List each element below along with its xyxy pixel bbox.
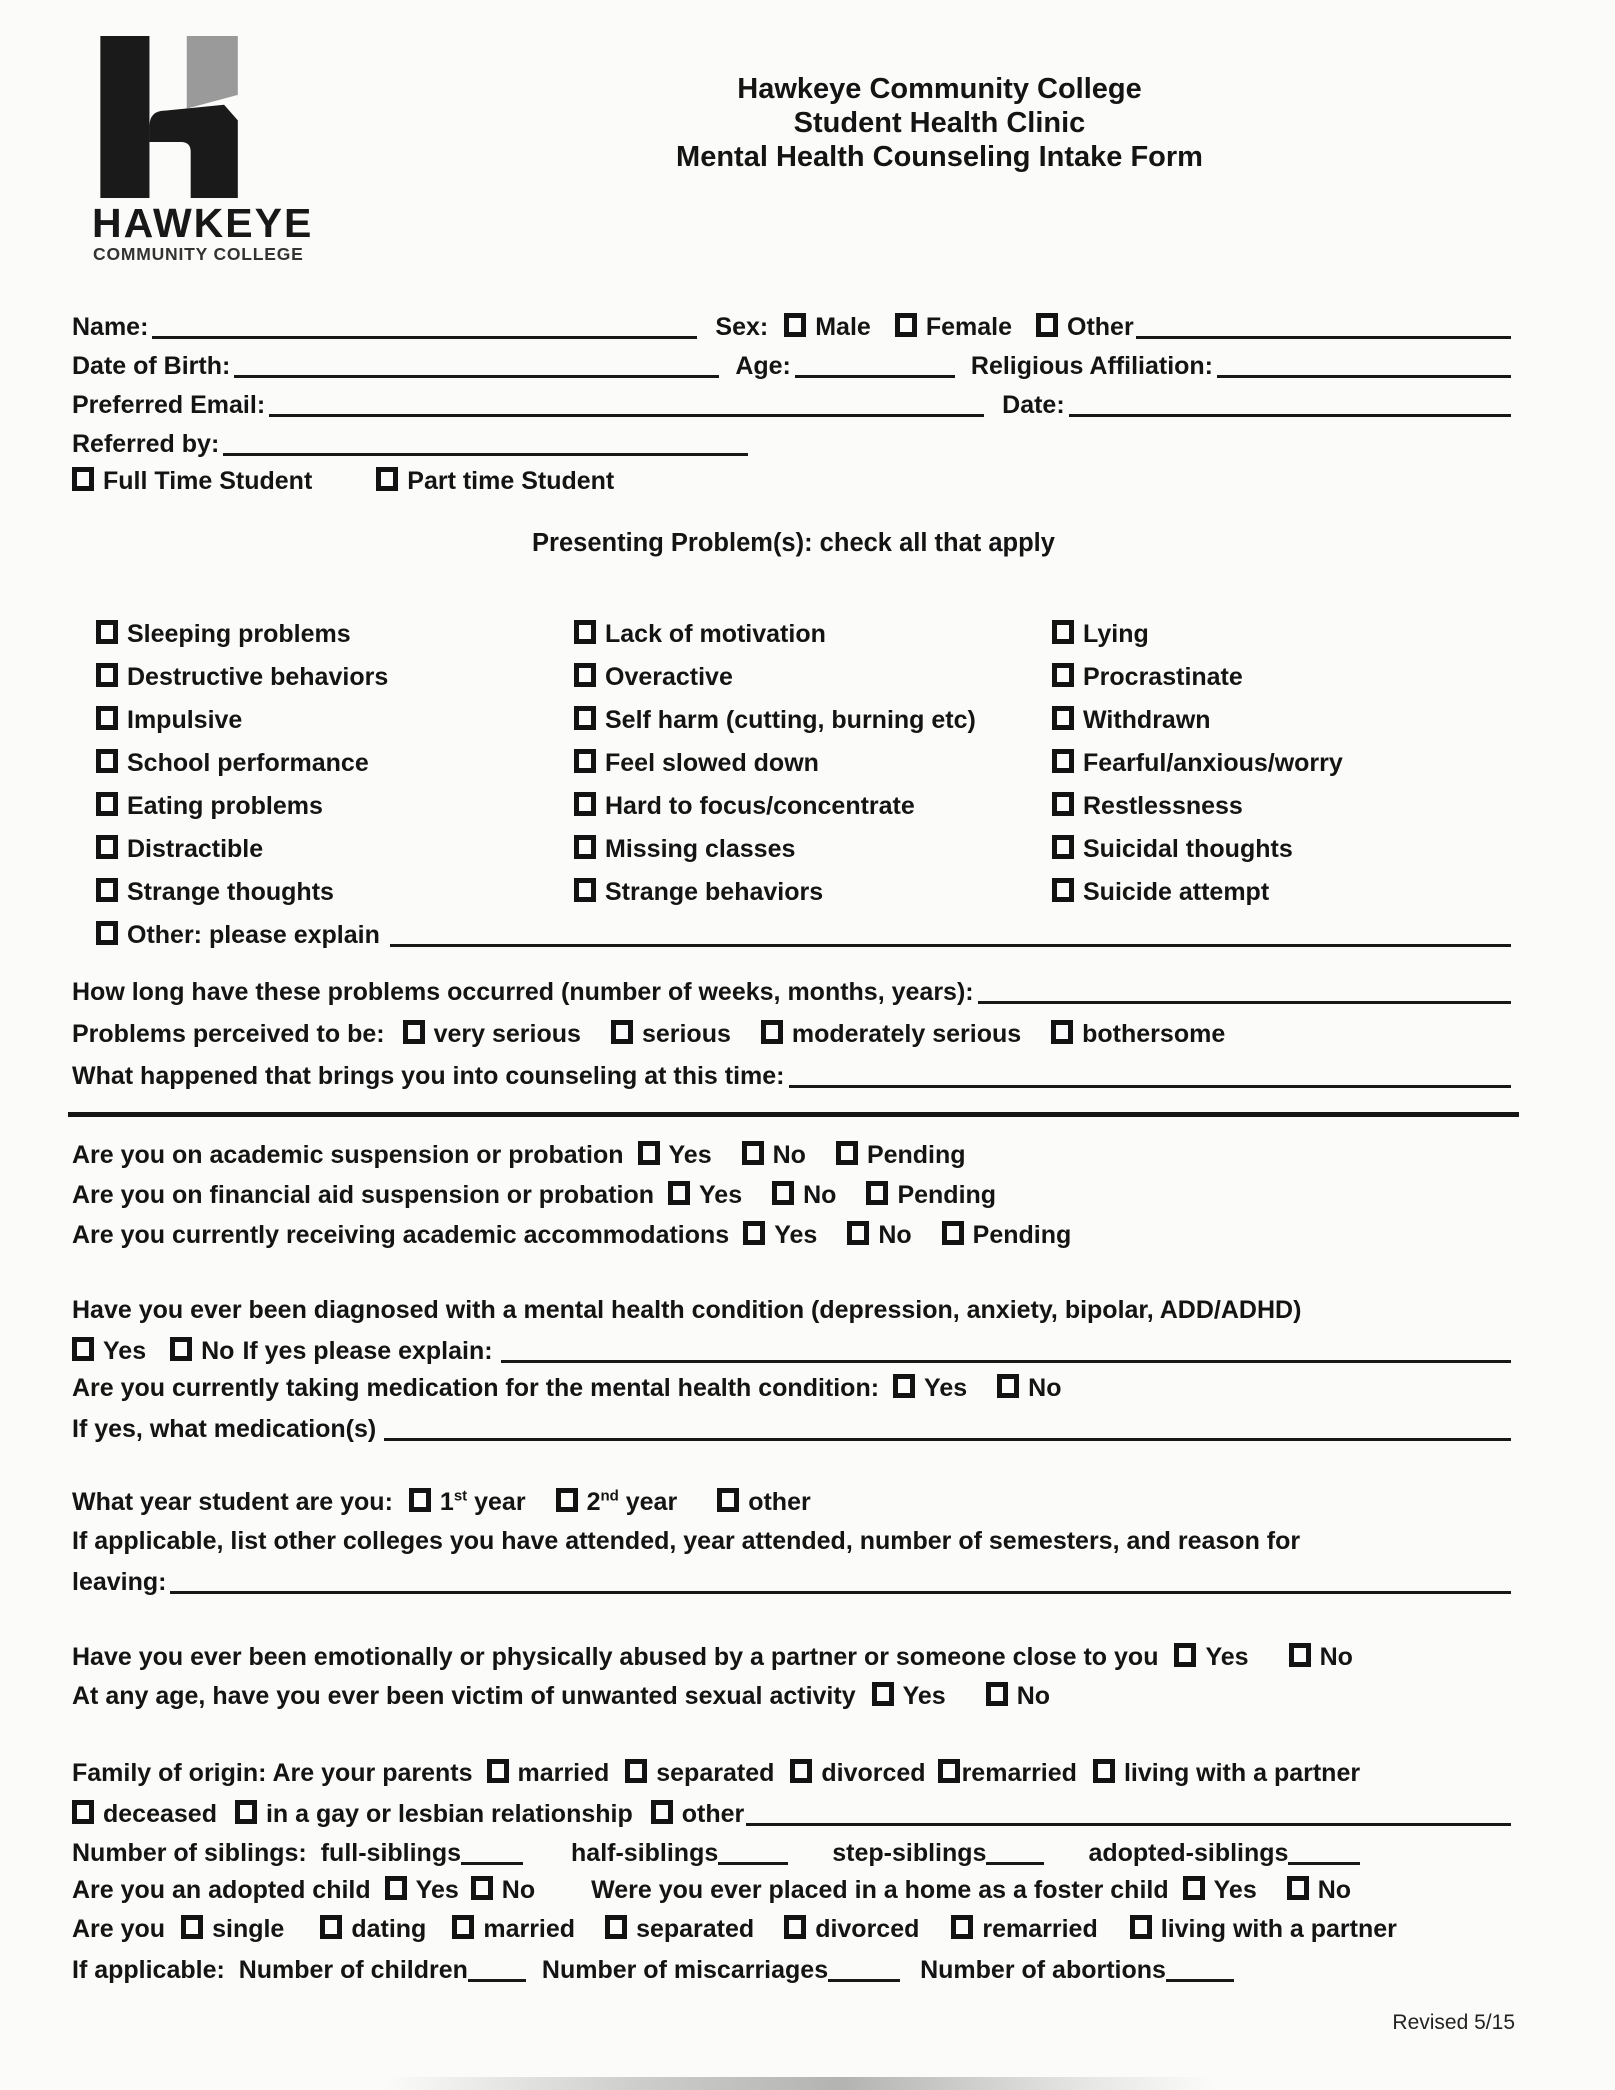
religion-label: Religious Affiliation:	[970, 352, 1214, 380]
title-form: Mental Health Counseling Intake Form	[676, 141, 1203, 173]
yes-label: Yes	[415, 1876, 459, 1904]
problem-label: Fearful/anxious/worry	[1083, 749, 1343, 777]
adopted-siblings-label: adopted-siblings	[1088, 1839, 1289, 1867]
problem-item	[574, 785, 1052, 828]
checkbox-full-time[interactable]	[72, 467, 94, 491]
mental-health-section	[72, 1291, 1515, 1447]
what-happened-field[interactable]	[789, 1059, 1511, 1088]
accommodations-line	[72, 1215, 1515, 1255]
student-year-label: What year student are you:	[72, 1488, 393, 1516]
married-label: married	[483, 1915, 576, 1943]
problem-item	[96, 742, 574, 785]
explain-field[interactable]	[501, 1334, 1511, 1363]
form-title	[364, 30, 1515, 264]
checkbox-yes[interactable]	[668, 1181, 690, 1205]
female-label: Female	[925, 313, 1012, 341]
checkbox-yes[interactable]	[1174, 1643, 1196, 1667]
problem-checkbox[interactable]	[1052, 749, 1074, 773]
problem-label: Missing classes	[605, 835, 796, 863]
problem-item	[1052, 828, 1515, 871]
checkbox-parents-divorced[interactable]	[790, 1759, 812, 1783]
how-long-line	[72, 971, 1515, 1013]
problem-item	[96, 656, 574, 699]
problem-other-field[interactable]	[390, 918, 1511, 947]
yes-label: Yes	[699, 1181, 743, 1209]
parents-married-label: married	[517, 1759, 610, 1787]
abuse-section	[72, 1638, 1515, 1716]
part-time-label: Part time Student	[407, 467, 615, 495]
half-siblings-label: half-siblings	[571, 1839, 719, 1867]
problem-item	[574, 613, 1052, 656]
yes-label: Yes	[103, 1337, 147, 1365]
leaving-label: leaving:	[72, 1568, 167, 1596]
marital-status-line	[72, 1910, 1515, 1949]
other-year-label: other	[748, 1488, 811, 1516]
checkbox-separated[interactable]	[605, 1915, 627, 1939]
no-label: No	[1028, 1374, 1062, 1402]
miscarriages-field[interactable]	[828, 1953, 900, 1982]
problem-item	[96, 613, 574, 656]
referred-field[interactable]	[223, 427, 748, 456]
unwanted-activity-label: At any age, have you ever been victim of unwanted sexual activity	[72, 1682, 856, 1710]
checkbox-foster-yes[interactable]	[1183, 1876, 1205, 1900]
checkbox-no[interactable]	[170, 1337, 192, 1361]
problem-other-line	[72, 914, 1515, 957]
checkbox-yes[interactable]	[743, 1221, 765, 1245]
checkbox-male[interactable]	[784, 313, 806, 337]
dob-label: Date of Birth:	[72, 352, 231, 380]
severity-label: Problems perceived to be:	[72, 1020, 385, 1048]
family-section	[72, 1754, 1515, 1988]
no-label: No	[772, 1141, 806, 1169]
serious-label: serious	[641, 1020, 731, 1048]
academic-suspension-line	[72, 1135, 1515, 1175]
what-happened-label: What happened that brings you into counseling at this time:	[72, 1062, 785, 1090]
problem-checkbox[interactable]	[96, 706, 118, 730]
no-label: No	[1317, 1876, 1352, 1904]
student-year-line	[72, 1483, 1515, 1522]
checkbox-adopted-no[interactable]	[471, 1876, 493, 1900]
problem-item	[1052, 785, 1515, 828]
problem-checkbox[interactable]	[574, 706, 596, 730]
financial-aid-line	[72, 1175, 1515, 1215]
problem-label: Impulsive	[127, 706, 243, 734]
checkbox-yes[interactable]	[872, 1682, 894, 1706]
no-label: No	[501, 1876, 536, 1904]
problem-item	[96, 871, 574, 914]
problem-other-label: Other: please explain	[127, 921, 380, 949]
foster-question-label: Were you ever placed in a home as a foster child	[591, 1876, 1169, 1904]
accommodations-label: Are you currently receiving academic accommodations	[72, 1221, 730, 1249]
checkbox-parents-separated[interactable]	[625, 1759, 647, 1783]
problem-label: Eating problems	[127, 792, 323, 820]
presenting-problems-heading: Presenting Problem(s): check all that apply	[532, 529, 1055, 557]
checkbox-adopted-yes[interactable]	[385, 1876, 407, 1900]
problem-checkbox[interactable]	[574, 835, 596, 859]
parents-gay-lesbian-label: in a gay or lesbian relationship	[265, 1800, 633, 1828]
full-time-label: Full Time Student	[103, 467, 313, 495]
checkbox-part-time[interactable]	[376, 467, 398, 491]
checkbox-parents-other[interactable]	[651, 1800, 673, 1824]
very-serious-label: very serious	[433, 1020, 581, 1048]
problem-checkbox[interactable]	[1052, 706, 1074, 730]
college-logo	[72, 30, 344, 264]
problem-checkbox[interactable]	[1052, 878, 1074, 902]
problem-item	[574, 656, 1052, 699]
name-field[interactable]	[152, 310, 697, 339]
other-colleges-line	[72, 1522, 1515, 1561]
siblings-label: Number of siblings:	[72, 1839, 307, 1867]
problem-label: Lack of motivation	[605, 620, 826, 648]
age-label: Age:	[735, 352, 791, 380]
second-year-label: 2nd year	[586, 1487, 678, 1516]
problem-item	[1052, 742, 1515, 785]
duration-section	[72, 971, 1515, 1097]
diagnosed-answer-line	[72, 1330, 1515, 1369]
leaving-line	[72, 1561, 1515, 1600]
abuse-question-label: Have you ever been emotionally or physically abused by a partner or someone close to you	[72, 1643, 1159, 1671]
checkbox-yes[interactable]	[638, 1141, 660, 1165]
problem-label: Distractible	[127, 835, 264, 863]
problem-checkbox[interactable]	[574, 620, 596, 644]
dating-label: dating	[351, 1915, 427, 1943]
demographics-section	[72, 306, 1515, 501]
parents-divorced-label: divorced	[821, 1759, 926, 1787]
checkbox-bothersome[interactable]	[1051, 1020, 1073, 1044]
no-label: No	[201, 1337, 235, 1365]
problem-label: Strange behaviors	[605, 878, 824, 906]
full-siblings-label: full-siblings	[320, 1839, 462, 1867]
checkbox-yes[interactable]	[72, 1337, 94, 1361]
dob-field[interactable]	[234, 349, 719, 378]
academic-suspension-label: Are you on academic suspension or probation	[72, 1141, 624, 1169]
problem-label: Hard to focus/concentrate	[605, 792, 915, 820]
problem-checkbox[interactable]	[96, 663, 118, 687]
abortions-field[interactable]	[1166, 1953, 1234, 1982]
header	[72, 30, 1515, 264]
email-date-line	[72, 384, 1515, 423]
abortions-label: Number of abortions	[920, 1956, 1166, 1984]
problem-item	[1052, 613, 1515, 656]
siblings-line	[72, 1832, 1515, 1871]
adopted-foster-line	[72, 1871, 1515, 1910]
diagnosed-question-line	[72, 1291, 1515, 1330]
full-siblings-field[interactable]	[461, 1836, 523, 1865]
checkbox-pending[interactable]	[942, 1221, 964, 1245]
problem-item	[574, 699, 1052, 742]
checkbox-single[interactable]	[181, 1915, 203, 1939]
dob-line	[72, 345, 1515, 384]
problem-label: Feel slowed down	[605, 749, 819, 777]
problem-label: Sleeping problems	[127, 620, 351, 648]
name-label: Name:	[72, 313, 149, 341]
problem-checkbox[interactable]	[1052, 835, 1074, 859]
medication-question-label: Are you currently taking medication for the mental health condition:	[72, 1374, 880, 1402]
step-siblings-label: step-siblings	[832, 1839, 987, 1867]
problem-label: Suicidal thoughts	[1083, 835, 1293, 863]
checkbox-foster-no[interactable]	[1287, 1876, 1309, 1900]
half-siblings-field[interactable]	[718, 1836, 788, 1865]
abuse-question-line	[72, 1638, 1515, 1677]
email-field[interactable]	[269, 388, 984, 417]
what-happened-line	[72, 1055, 1515, 1097]
pending-label: Pending	[972, 1221, 1072, 1249]
referred-label: Referred by:	[72, 430, 220, 458]
checkbox-very-serious[interactable]	[403, 1020, 425, 1044]
problem-label: Lying	[1083, 620, 1149, 648]
adopted-siblings-field[interactable]	[1288, 1836, 1360, 1865]
parents-other-label: other	[681, 1800, 745, 1828]
adopted-question-label: Are you an adopted child	[72, 1876, 371, 1904]
checkbox-living-with-partner[interactable]	[1130, 1915, 1152, 1939]
date-field[interactable]	[1069, 388, 1511, 417]
unwanted-activity-line	[72, 1677, 1515, 1716]
miscarriages-label: Number of miscarriages	[541, 1956, 829, 1984]
children-label: If applicable: Number of children	[72, 1956, 468, 1984]
separated-label: separated	[636, 1915, 755, 1943]
problem-checkbox[interactable]	[1052, 663, 1074, 687]
age-field[interactable]	[795, 349, 955, 378]
checkbox-moderately-serious[interactable]	[761, 1020, 783, 1044]
problem-checkbox[interactable]	[574, 878, 596, 902]
checkbox-parents-deceased[interactable]	[72, 1800, 94, 1824]
title-college: Hawkeye Community College	[737, 73, 1142, 105]
no-label: No	[878, 1221, 912, 1249]
yes-label: Yes	[774, 1221, 818, 1249]
severity-line	[72, 1013, 1515, 1055]
children-field[interactable]	[468, 1953, 526, 1982]
problem-label: Procrastinate	[1083, 663, 1243, 691]
male-label: Male	[815, 313, 871, 341]
problem-checkbox[interactable]	[1052, 620, 1074, 644]
yes-label: Yes	[668, 1141, 712, 1169]
checkbox-serious[interactable]	[611, 1020, 633, 1044]
diagnosed-question-label: Have you ever been diagnosed with a mental health condition (depression, anxiety, bipolar, ADD/ADHD)	[72, 1296, 1302, 1324]
checkbox-pending[interactable]	[836, 1141, 858, 1165]
problem-item	[574, 742, 1052, 785]
no-label: No	[1319, 1643, 1353, 1671]
problem-item	[574, 871, 1052, 914]
medication-list-label: If yes, what medication(s)	[72, 1415, 377, 1443]
checkbox-no[interactable]	[997, 1374, 1019, 1398]
remarried-label: remarried	[982, 1915, 1098, 1943]
yes-label: Yes	[924, 1374, 968, 1402]
problem-label: Restlessness	[1083, 792, 1243, 820]
problem-checkbox[interactable]	[96, 620, 118, 644]
date-label: Date:	[1002, 391, 1065, 419]
yes-label: Yes	[1205, 1643, 1249, 1671]
checkbox-no[interactable]	[1289, 1643, 1311, 1667]
problem-label: Withdrawn	[1083, 706, 1211, 734]
sex-other-field[interactable]	[1136, 310, 1511, 339]
pending-label: Pending	[866, 1141, 966, 1169]
no-label: No	[803, 1181, 837, 1209]
marital-status-label: Are you	[72, 1915, 166, 1943]
problem-checkbox[interactable]	[96, 835, 118, 859]
parents-status-line	[72, 1754, 1515, 1793]
problem-checkbox[interactable]	[96, 878, 118, 902]
checkbox-second-year[interactable]	[556, 1488, 578, 1512]
academic-section	[72, 1135, 1515, 1255]
parents-status-label: Family of origin: Are your parents	[72, 1759, 473, 1787]
other-colleges-label: If applicable, list other colleges you have attended, year attended, number of semesters, and reason for	[72, 1527, 1301, 1555]
checkbox-no[interactable]	[772, 1181, 794, 1205]
parents-living-with-partner-label: living with a partner	[1123, 1759, 1361, 1787]
email-label: Preferred Email:	[72, 391, 266, 419]
medication-list-field[interactable]	[384, 1412, 1511, 1441]
living-with-partner-label: living with a partner	[1160, 1915, 1397, 1943]
problem-item	[96, 785, 574, 828]
page-bottom-scan-artifact	[385, 2077, 1215, 2090]
title-clinic: Student Health Clinic	[793, 107, 1086, 139]
checkbox-sex-other[interactable]	[1036, 313, 1058, 337]
single-label: single	[212, 1915, 285, 1943]
referred-line	[72, 423, 1515, 462]
parents-status-line-2	[72, 1793, 1515, 1832]
step-siblings-field[interactable]	[986, 1836, 1044, 1865]
parents-deceased-label: deceased	[103, 1800, 217, 1828]
problem-checkbox[interactable]	[574, 792, 596, 816]
revision-note: Revised 5/15	[1392, 2011, 1515, 2034]
checkbox-divorced[interactable]	[784, 1915, 806, 1939]
problem-label: Suicide attempt	[1083, 878, 1270, 906]
parents-remarried-label: remarried	[961, 1759, 1077, 1787]
checkbox-no[interactable]	[986, 1682, 1008, 1706]
checkbox-remarried[interactable]	[951, 1915, 973, 1939]
problem-item	[1052, 871, 1515, 914]
moderately-serious-label: moderately serious	[791, 1020, 1022, 1048]
religion-field[interactable]	[1217, 349, 1511, 378]
checkbox-dating[interactable]	[320, 1915, 342, 1939]
checkbox-yes[interactable]	[893, 1374, 915, 1398]
problem-checkbox[interactable]	[574, 749, 596, 773]
checkbox-first-year[interactable]	[409, 1488, 431, 1512]
sex-label: Sex:	[715, 313, 769, 341]
brand-wordmark: HAWKEYE	[92, 200, 314, 246]
problem-checkbox[interactable]	[96, 792, 118, 816]
checkbox-no[interactable]	[742, 1141, 764, 1165]
problem-checkbox[interactable]	[1052, 792, 1074, 816]
financial-aid-label: Are you on financial aid suspension or probation	[72, 1181, 655, 1209]
bothersome-label: bothersome	[1082, 1020, 1226, 1048]
yes-label: Yes	[902, 1682, 946, 1710]
problem-item	[1052, 699, 1515, 742]
problem-item	[96, 828, 574, 871]
checkbox-problem-other[interactable]	[96, 921, 118, 945]
problem-item	[96, 699, 574, 742]
checkbox-married[interactable]	[452, 1915, 474, 1939]
problem-checkbox[interactable]	[96, 749, 118, 773]
first-year-label: 1st year	[439, 1487, 526, 1516]
problem-item	[1052, 656, 1515, 699]
checkbox-parents-living-with-partner[interactable]	[1093, 1759, 1115, 1783]
leaving-field[interactable]	[170, 1565, 1511, 1594]
children-line	[72, 1949, 1515, 1988]
no-label: No	[1016, 1682, 1051, 1710]
parents-other-field[interactable]	[746, 1797, 1511, 1826]
problem-label: Destructive behaviors	[127, 663, 389, 691]
problem-label: School performance	[127, 749, 369, 777]
section-divider	[68, 1112, 1519, 1117]
checkbox-parents-remarried[interactable]	[938, 1759, 960, 1783]
how-long-field[interactable]	[978, 975, 1511, 1004]
checkbox-female[interactable]	[895, 313, 917, 337]
hawkeye-h-logo-icon	[98, 36, 250, 198]
checkbox-other-year[interactable]	[717, 1488, 739, 1512]
divorced-label: divorced	[815, 1915, 920, 1943]
student-year-section	[72, 1483, 1515, 1600]
medication-list-line	[72, 1408, 1515, 1447]
brand-subtitle: COMMUNITY COLLEGE	[93, 244, 304, 264]
checkbox-no[interactable]	[847, 1221, 869, 1245]
problem-checkbox[interactable]	[574, 663, 596, 687]
enrollment-line	[72, 462, 1515, 501]
yes-label: Yes	[1213, 1876, 1257, 1904]
pending-label: Pending	[897, 1181, 997, 1209]
how-long-label: How long have these problems occurred (number of weeks, months, years):	[72, 978, 974, 1006]
medication-question-line	[72, 1369, 1515, 1408]
checkbox-parents-married[interactable]	[487, 1759, 509, 1783]
problem-item	[574, 828, 1052, 871]
sex-other-label: Other	[1067, 313, 1134, 341]
presenting-problems-grid	[72, 613, 1515, 914]
parents-separated-label: separated	[656, 1759, 775, 1787]
name-sex-line	[72, 306, 1515, 345]
checkbox-pending[interactable]	[866, 1181, 888, 1205]
problem-label: Self harm (cutting, burning etc)	[605, 706, 976, 734]
checkbox-parents-gay-lesbian[interactable]	[235, 1800, 257, 1824]
problem-label: Strange thoughts	[127, 878, 334, 906]
problem-label: Overactive	[605, 663, 733, 691]
explain-label: If yes please explain:	[242, 1337, 493, 1365]
